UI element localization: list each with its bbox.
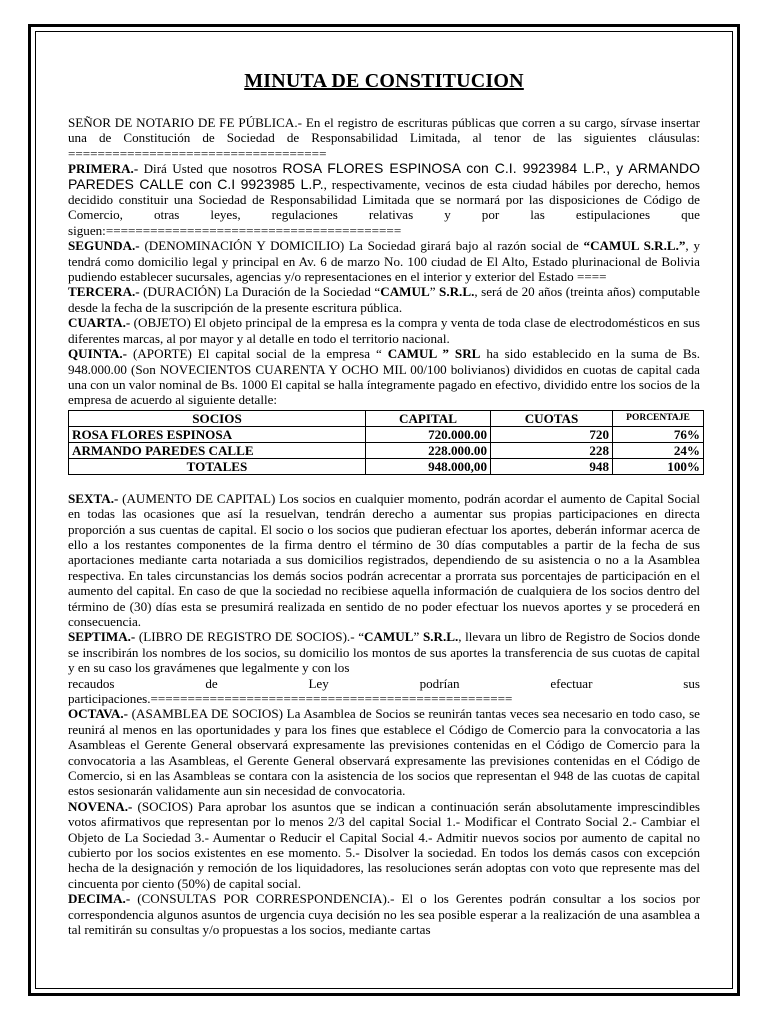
- clause-text: ”: [429, 284, 440, 300]
- clause-text: ”: [413, 629, 423, 645]
- clause-text: (DENOMINACIÓN Y DOMICILIO) La Sociedad girará bajo al razón social de: [139, 238, 584, 254]
- table-header: PORCENTAJE: [613, 410, 704, 426]
- table-cell: 720.000.00: [366, 426, 491, 442]
- spaced-word: de: [205, 675, 218, 691]
- table-cell: 228: [491, 442, 613, 458]
- clause-text: (SOCIOS) Para aprobar los asuntos que se indican a continuación serán absolutamente imprescindibles votos afirmativos que representan por lo menos 2/3 del capital Social 1.- Modificar el Contrato Social 2.- Cambiar el Objeto de La Sociedad 3.- Aumentar o Reducir el Capital Social 4.- Admitir nuevos socios por aumento de capital no cubierto por los socios existentes en ese momento. 5.- Disolver la sociedad. En todos los demás casos con excepción hecha de la designación y remoción de los liquidadores, las resoluciones serán adoptas con voto que represente mas del cincuenta por ciento (50%) de capital social.: [68, 798, 700, 891]
- clause-cuarta: [68, 315, 700, 346]
- clause-heading: SEGUNDA.-: [68, 238, 140, 254]
- spaced-word: recaudos: [68, 675, 115, 691]
- clause-text: , respectivamente, vecinos de esta ciudad hábiles por derecho, hemos decidido constituir una Sociedad de Responsabilidad Limitada que se normará por las disposiciones de Código de Comercio, otras leyes, regulaciones relativas y por las estipulaciones que siguen:========================================: [68, 176, 701, 238]
- clause-text: ha sido establecido en la suma de Bs. 948.000.00 (Son NOVECIENTOS CUARENTA Y OCHO MIL 00/100 bolivianos) divididos en cuotas de capital cada una con un valor nominal de Bs. 1000 El capital se halla íntegramente pagado en efectivo, dividido entre los socios de la empresa de acuerdo al siguiente detalle:: [68, 346, 700, 408]
- table-cell: 100%: [613, 458, 704, 474]
- capital-table: [68, 410, 704, 475]
- clause-octava: [68, 706, 700, 798]
- table-row: [69, 442, 704, 458]
- clause-text: , llevara un libro de Registro de Socios donde se inscribirán los nombres de los socios, su domicilio los montos de sus aportes la transferencia de sus cuotas de capital y en su caso los gravámenes que legalmente y con los: [68, 629, 700, 676]
- clause-heading: TERCERA.-: [68, 284, 140, 300]
- clause-sexta: [68, 491, 700, 630]
- table-cell: 24%: [613, 442, 704, 458]
- company-name: CAMUL ” SRL: [387, 346, 481, 362]
- clause-septima-end: participaciones.=================================================: [68, 691, 513, 706]
- clause-heading: PRIMERA.-: [68, 161, 139, 177]
- clause-text: , será de 20 años (treinta años) computable desde la fecha de la suscripción de la presente escritura pública.: [68, 284, 700, 315]
- clause-text: (LIBRO DE REGISTRO DE SOCIOS).- “: [135, 629, 365, 645]
- table-cell: 228.000.00: [366, 442, 491, 458]
- clause-text: (OBJETO) El objeto principal de la empresa es la compra y venta de toda clase de electrodomésticos en sus diferentes marcas, al por mayor y al detalle en todo el territorio nacional.: [68, 315, 700, 346]
- partners-names: ROSA FLORES ESPINOSA con C.I. 9923984 L.P., y ARMANDO PAREDES CALLE con C.I 9923985 L.P.: [68, 160, 700, 192]
- clause-text: (CONSULTAS POR CORRESPONDENCIA).- El o los Gerentes podrán consultar a los socios por correspondencia algunos asuntos de urgencia cuya decisión no les sea posible esperar a la realización de una asamblea a tal remitirán su consultas y/o propuestas a los socios, mediante cartas: [68, 891, 700, 938]
- company-suffix: S.R.L.: [422, 629, 459, 645]
- table-cell: ROSA FLORES ESPINOSA: [69, 426, 366, 442]
- table-cell: 948.000,00: [366, 458, 491, 474]
- clause-heading: SEPTIMA.-: [68, 629, 136, 645]
- table-row: [69, 426, 704, 442]
- intro-paragraph: SEÑOR DE NOTARIO DE FE PÚBLICA.- En el registro de escrituras públicas que corren a su cargo, sírvase insertar una de Constitución de Sociedad de Responsabilidad Limitada, al tenor de las siguientes cláusulas: ===================================: [68, 115, 700, 161]
- clause-heading: NOVENA.-: [68, 798, 133, 814]
- clause-heading: DECIMA.-: [68, 891, 131, 907]
- table-total-row: [69, 458, 704, 474]
- spaced-word: sus: [683, 675, 700, 691]
- company-name: CAMUL: [364, 629, 414, 645]
- spaced-word: Ley: [308, 675, 329, 691]
- spaced-word: efectuar: [550, 675, 593, 691]
- clause-tercera: [68, 284, 700, 315]
- clause-heading: SEXTA.-: [68, 490, 119, 506]
- document-title: MINUTA DE CONSTITUCION: [244, 70, 524, 92]
- company-name: “CAMUL S.R.L.”: [583, 238, 686, 254]
- clause-text: (ASAMBLEA DE SOCIOS) La Asamblea de Socios se reunirán tantas veces sea necesario en todo caso, se reunirá al menos en las oportunidades y para los fines que establece el Código de Comercio para la convocatoria a las Asambleas el Gerente General observará expresamente las previsiones contenidas en el Código de Comercio para la convocatoria a las Asambleas, el Gerente General observará expresamente las previsiones contenidas en el Código de Comercio, si en las Asambleas se contara con la asistencia de los socios que representan el 948 de las cuotas de capital estos sesionarán validamente aun sin necesidad de convocatoria.: [68, 706, 700, 799]
- company-name: CAMUL: [380, 284, 430, 300]
- clause-segunda: [68, 238, 700, 284]
- company-suffix: S.R.L.: [439, 284, 475, 300]
- table-cell: 720: [491, 426, 613, 442]
- table-cell: TOTALES: [69, 458, 366, 474]
- clause-primera: [68, 161, 700, 238]
- table-header: SOCIOS: [69, 410, 366, 426]
- clause-text: (DURACIÓN) La Duración de la Sociedad “: [139, 284, 381, 300]
- table-cell: 76%: [613, 426, 704, 442]
- clause-text: (APORTE) El capital social de la empresa “: [127, 346, 388, 362]
- clause-heading: QUINTA.-: [68, 346, 128, 362]
- table-cell: 948: [491, 458, 613, 474]
- clause-text: (AUMENTO DE CAPITAL) Los socios en cualquier momento, podrán acordar el aumento de Capital Social en todas las ocasiones que así la resuelvan, tendrán derecho a aumentar sus propias participaciones en directa proporción a sus cuentas de capital. El socio o los socios que pudieran efectuar los aportes, deberán informar acerca de ello a los restantes componentes de la firma dentro el término de 30 días computables a partir de la fecha de sus aportaciones mediante carta notariada a sus domicilios registrados, dependiendo de su asistencia o no a la Asamblea respectiva. En tales circunstancias los demás socios podrán acrecentar a prorrata sus porcentajes de participación en el aumento del capital. En caso de que la sociedad no recibiese aquella información de cualquiera de los socios dentro del término de (30) días esta se presumirá realizada en sentido de no poder efectuar los nuevos aportes y se procederá en consecuencia.: [68, 490, 700, 629]
- table-header: CUOTAS: [491, 410, 613, 426]
- document-body: [68, 70, 700, 938]
- clause-text: Dirá Usted que nosotros: [138, 161, 283, 177]
- spaced-word: podrían: [419, 675, 460, 691]
- clause-text: , y tendrá como domicilio legal y principal en Av. 6 de marzo No. 100 ciudad de El Alto, Estado plurinacional de Bolivia pudiendo establecer sucursales, agencias y/o representaciones en el interior y exterior del Estado ====: [68, 238, 700, 285]
- clause-heading: OCTAVA.-: [68, 706, 129, 722]
- clause-novena: [68, 799, 700, 891]
- clause-septima: [68, 629, 700, 675]
- table-cell: ARMANDO PAREDES CALLE: [69, 442, 366, 458]
- table-header-row: [69, 410, 704, 426]
- clause-quinta: [68, 346, 700, 408]
- clause-decima: [68, 891, 700, 937]
- clause-heading: CUARTA.-: [68, 315, 131, 331]
- table-header: CAPITAL: [366, 410, 491, 426]
- clause-septima-spaced-line: [68, 676, 700, 691]
